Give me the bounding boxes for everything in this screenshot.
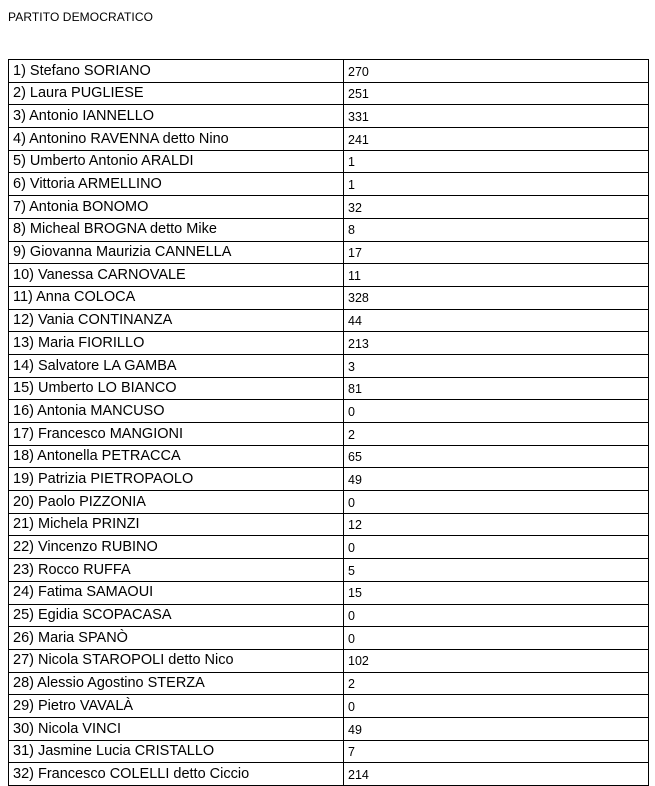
candidates-table-body	[9, 60, 649, 786]
candidate-name-cell: 10) Vanessa CARNOVALE	[9, 264, 344, 287]
candidate-name-cell: 6) Vittoria ARMELLINO	[9, 173, 344, 196]
candidate-name-cell: 4) Antonino RAVENNA detto Nino	[9, 128, 344, 151]
candidate-votes-cell: 0	[344, 604, 649, 627]
candidate-votes-cell: 15	[344, 581, 649, 604]
table-row	[9, 536, 649, 559]
table-row	[9, 581, 649, 604]
table-row	[9, 196, 649, 219]
table-row	[9, 763, 649, 786]
table-row	[9, 604, 649, 627]
table-row	[9, 82, 649, 105]
table-row	[9, 423, 649, 446]
candidate-name-cell: 31) Jasmine Lucia CRISTALLO	[9, 740, 344, 763]
table-row	[9, 150, 649, 173]
table-row	[9, 400, 649, 423]
candidate-name-cell: 23) Rocco RUFFA	[9, 559, 344, 582]
candidate-name-cell: 14) Salvatore LA GAMBA	[9, 354, 344, 377]
candidate-name-cell: 18) Antonella PETRACCA	[9, 445, 344, 468]
table-row	[9, 105, 649, 128]
candidate-votes-cell: 213	[344, 332, 649, 355]
candidate-votes-cell: 8	[344, 218, 649, 241]
candidate-name-cell: 28) Alessio Agostino STERZA	[9, 672, 344, 695]
candidate-name-cell: 5) Umberto Antonio ARALDI	[9, 150, 344, 173]
candidate-votes-cell: 0	[344, 536, 649, 559]
table-row	[9, 264, 649, 287]
candidate-name-cell: 19) Patrizia PIETROPAOLO	[9, 468, 344, 491]
table-row	[9, 241, 649, 264]
table-row	[9, 377, 649, 400]
table-row	[9, 286, 649, 309]
table-row	[9, 218, 649, 241]
party-title: PARTITO DEMOCRATICO	[8, 10, 154, 24]
table-row	[9, 332, 649, 355]
candidate-name-cell: 21) Michela PRINZI	[9, 513, 344, 536]
table-row	[9, 491, 649, 514]
candidate-votes-cell: 251	[344, 82, 649, 105]
candidate-votes-cell: 0	[344, 491, 649, 514]
table-row	[9, 60, 649, 83]
candidate-name-cell: 26) Maria SPANÒ	[9, 627, 344, 650]
candidate-name-cell: 29) Pietro VAVALÀ	[9, 695, 344, 718]
candidate-name-cell: 1) Stefano SORIANO	[9, 60, 344, 83]
candidate-votes-cell: 17	[344, 241, 649, 264]
candidate-name-cell: 2) Laura PUGLIESE	[9, 82, 344, 105]
candidate-name-cell: 20) Paolo PIZZONIA	[9, 491, 344, 514]
candidate-name-cell: 22) Vincenzo RUBINO	[9, 536, 344, 559]
candidate-name-cell: 9) Giovanna Maurizia CANNELLA	[9, 241, 344, 264]
candidate-votes-cell: 2	[344, 423, 649, 446]
candidate-name-cell: 25) Egidia SCOPACASA	[9, 604, 344, 627]
candidate-votes-cell: 7	[344, 740, 649, 763]
table-row	[9, 309, 649, 332]
candidate-votes-cell: 5	[344, 559, 649, 582]
table-row	[9, 672, 649, 695]
candidate-name-cell: 7) Antonia BONOMO	[9, 196, 344, 219]
table-row	[9, 513, 649, 536]
candidate-votes-cell: 11	[344, 264, 649, 287]
candidate-votes-cell: 0	[344, 627, 649, 650]
candidate-name-cell: 3) Antonio IANNELLO	[9, 105, 344, 128]
candidate-votes-cell: 214	[344, 763, 649, 786]
candidate-votes-cell: 2	[344, 672, 649, 695]
table-row	[9, 649, 649, 672]
table-row	[9, 354, 649, 377]
candidate-name-cell: 30) Nicola VINCI	[9, 717, 344, 740]
candidate-votes-cell: 44	[344, 309, 649, 332]
candidate-votes-cell: 12	[344, 513, 649, 536]
candidate-name-cell: 16) Antonia MANCUSO	[9, 400, 344, 423]
candidate-votes-cell: 49	[344, 717, 649, 740]
candidate-name-cell: 12) Vania CONTINANZA	[9, 309, 344, 332]
candidate-votes-cell: 65	[344, 445, 649, 468]
candidate-votes-cell: 1	[344, 150, 649, 173]
candidate-votes-cell: 328	[344, 286, 649, 309]
candidate-name-cell: 24) Fatima SAMAOUI	[9, 581, 344, 604]
candidate-name-cell: 8) Micheal BROGNA detto Mike	[9, 218, 344, 241]
candidate-votes-cell: 241	[344, 128, 649, 151]
candidate-votes-cell: 0	[344, 695, 649, 718]
candidate-votes-cell: 331	[344, 105, 649, 128]
table-row	[9, 559, 649, 582]
table-row	[9, 627, 649, 650]
candidate-votes-cell: 49	[344, 468, 649, 491]
candidate-votes-cell: 1	[344, 173, 649, 196]
table-row	[9, 445, 649, 468]
candidate-votes-cell: 0	[344, 400, 649, 423]
candidate-name-cell: 11) Anna COLOCA	[9, 286, 344, 309]
candidate-name-cell: 15) Umberto LO BIANCO	[9, 377, 344, 400]
table-row	[9, 128, 649, 151]
candidate-votes-cell: 3	[344, 354, 649, 377]
table-row	[9, 468, 649, 491]
candidate-votes-cell: 270	[344, 60, 649, 83]
candidate-name-cell: 32) Francesco COLELLI detto Ciccio	[9, 763, 344, 786]
table-row	[9, 173, 649, 196]
candidate-votes-cell: 81	[344, 377, 649, 400]
candidate-name-cell: 17) Francesco MANGIONI	[9, 423, 344, 446]
candidate-name-cell: 27) Nicola STAROPOLI detto Nico	[9, 649, 344, 672]
candidates-table	[8, 59, 649, 786]
candidate-votes-cell: 102	[344, 649, 649, 672]
table-row	[9, 740, 649, 763]
candidate-name-cell: 13) Maria FIORILLO	[9, 332, 344, 355]
table-row	[9, 695, 649, 718]
candidate-votes-cell: 32	[344, 196, 649, 219]
